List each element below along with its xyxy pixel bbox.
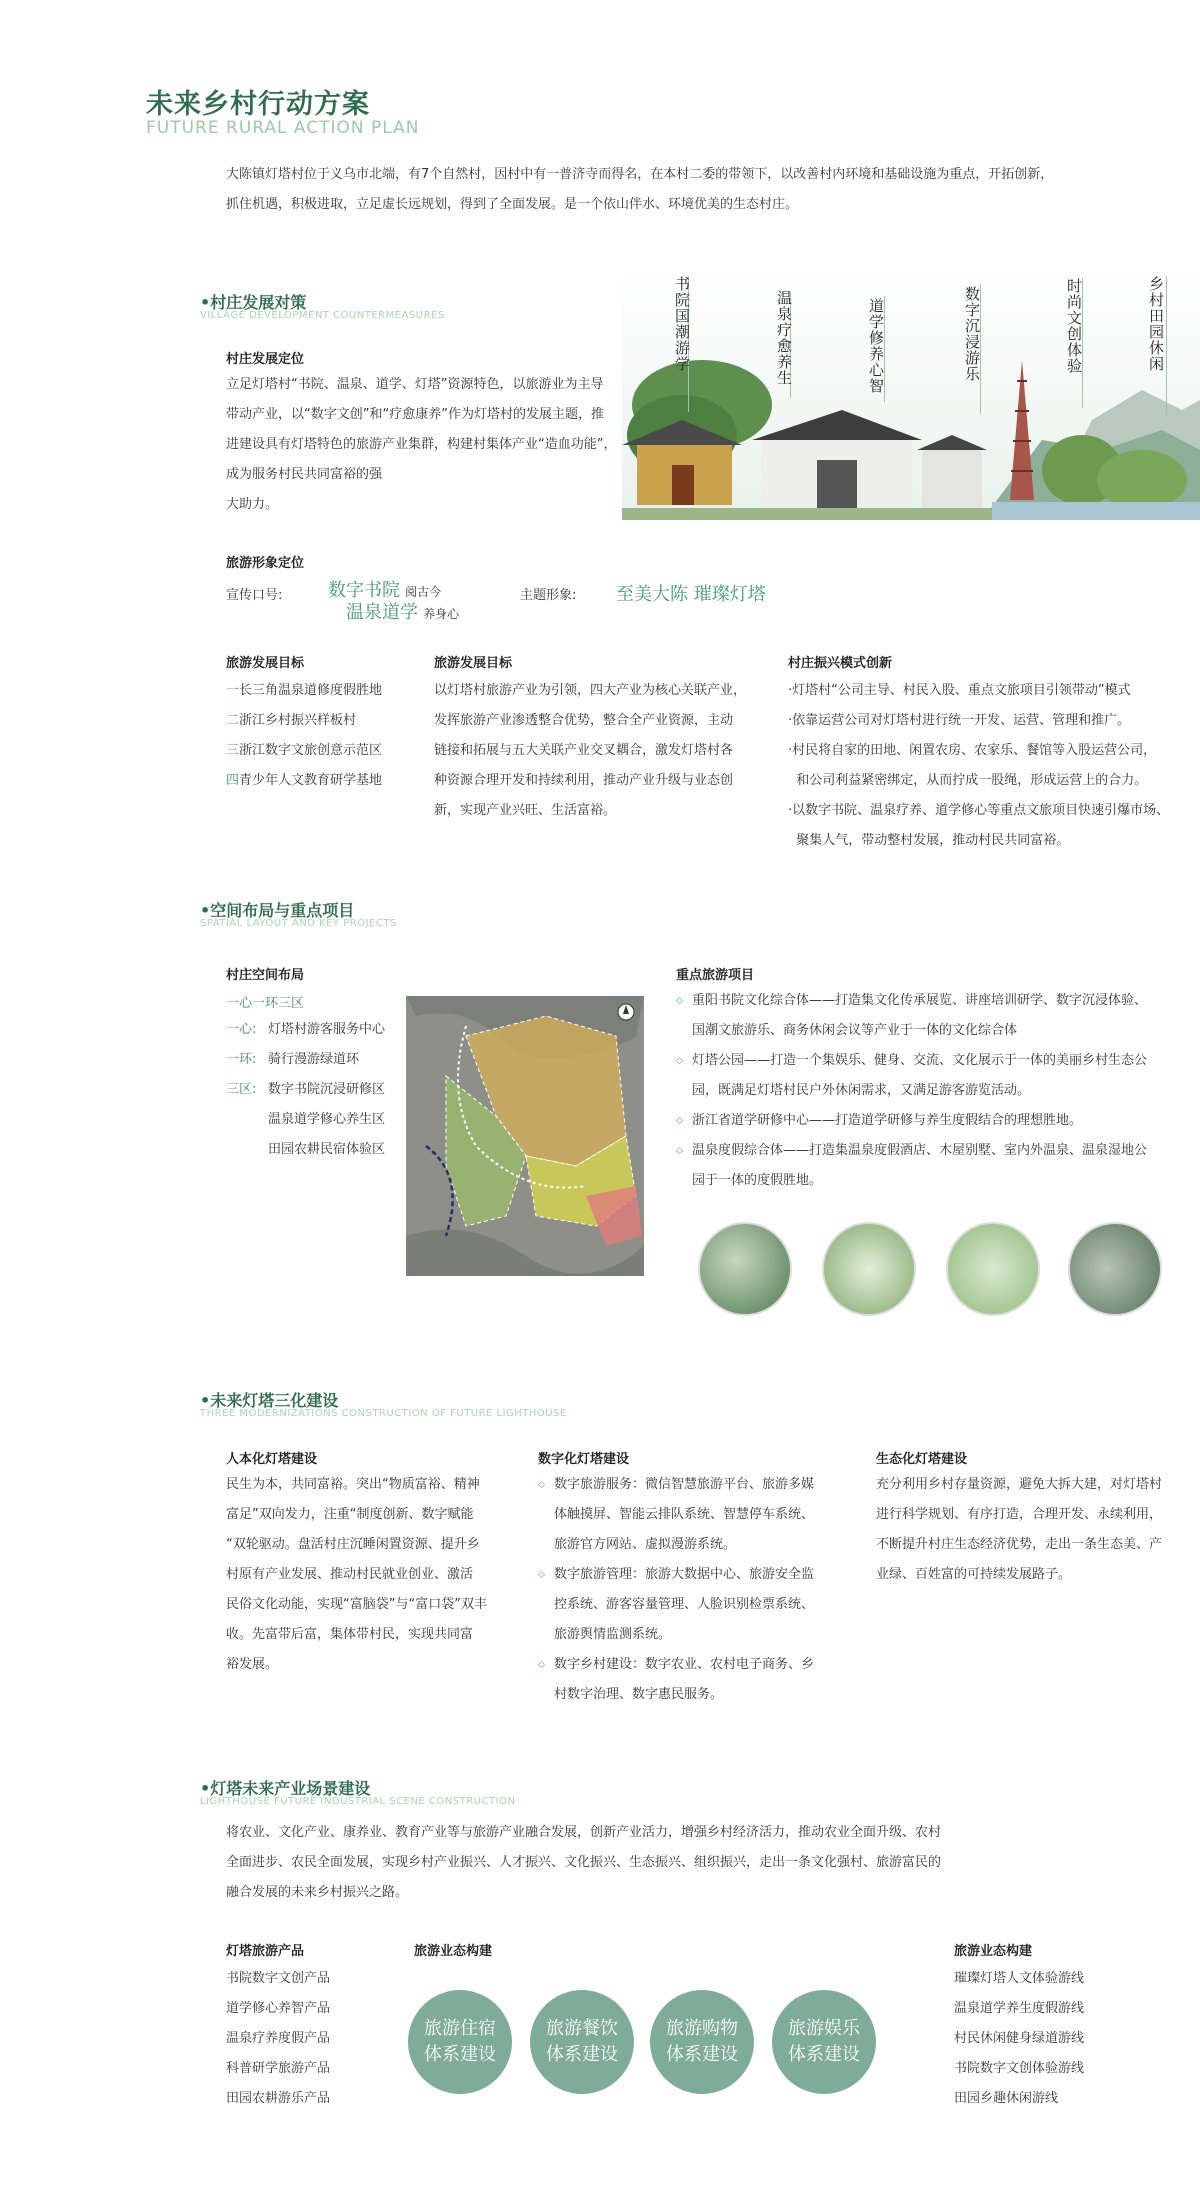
system-line-2: 体系建设 [424, 2044, 496, 2065]
list-item: 书院数字文创产品 [226, 1971, 331, 1986]
col2-item: ◇ 数字旅游管理：旅游大数据中心、旅游安全监 [538, 1560, 814, 1590]
project-item: ◇ 灯塔公园——打造一个集娱乐、健身、交流、文化展示于一体的美丽乡村生态公 [676, 1046, 1147, 1076]
col2-list [538, 1470, 814, 1710]
positioning-title: 村庄发展定位 [226, 352, 305, 367]
system-line-1: 旅游娱乐 [788, 2018, 860, 2039]
system-line-2: 体系建设 [788, 2044, 860, 2065]
col2-item-cont: 旅游官方网站、虚拟漫游系统。 [554, 1537, 737, 1552]
col3-line: 不断提升村庄生态经济优势，走出一条生态美、产 [876, 1537, 1163, 1552]
col2-item: ◇ 数字旅游服务：微信智慧旅游平台、旅游多媒 [538, 1470, 814, 1500]
col2-item-cont: 村数字治理、数字惠民服务。 [554, 1687, 724, 1702]
goal-mark: 三 [226, 743, 240, 758]
system-circle-shopping [650, 1990, 754, 2094]
slogan-line-2 [346, 598, 459, 624]
intro-line-2: 抓住机遇，积极进取，立足虚长远规划，得到了全面发展。是一个依山伴水、环境优美的生态村庄。 [226, 197, 799, 212]
system-line-2: 体系建设 [546, 2044, 618, 2065]
slogan-label: 宣传口号: [226, 588, 283, 603]
system-line-1: 旅游购物 [666, 2018, 738, 2039]
image-positioning-title: 旅游形象定位 [226, 556, 305, 571]
system-line-1: 旅游餐饮 [546, 2018, 618, 2039]
project-thumb-4 [1068, 1222, 1162, 1316]
system-line-1: 旅游住宿 [424, 2018, 496, 2039]
tour-goals-title: 旅游发展目标 [434, 656, 513, 671]
projects-list [676, 986, 1147, 1196]
system-circle-dining [530, 1990, 634, 2094]
section4-title: •灯塔未来产业场景建设 [200, 1779, 371, 1798]
col2-item-cont: 旅游舆情监测系统。 [554, 1627, 672, 1642]
section3-subtitle: THREE MODERNIZATIONS CONSTRUCTION OF FUTURE LIGHTHOUSE [200, 1408, 567, 1419]
list-item: 田园乡趣休闲游线 [954, 2091, 1059, 2106]
routes-title: 旅游业态构建 [954, 1944, 1033, 1959]
list-item: 道学修心养智产品 [226, 2001, 331, 2016]
list-item: 温泉道学养生度假游线 [954, 2001, 1085, 2016]
goal-text: 浙江乡村振兴样板村 [239, 713, 357, 728]
col1-line: 裕发展。 [226, 1657, 279, 1672]
col1-line: 民俗文化动能，实现“富脑袋”与“富口袋”双丰 [226, 1597, 487, 1612]
section4-subtitle: LIGHTHOUSE FUTURE INDUSTRIAL SCENE CONSTRUCTION [200, 1796, 516, 1807]
systems-title: 旅游业态构建 [414, 1944, 493, 1959]
col1-title: 人本化灯塔建设 [226, 1452, 318, 1467]
layout-list [226, 1015, 385, 1165]
list-item [226, 1015, 385, 1045]
system-circle-lodging [408, 1990, 512, 2094]
system-line-2: 体系建设 [666, 2044, 738, 2065]
model-title: 村庄振兴模式创新 [788, 656, 893, 671]
list-item [226, 706, 382, 736]
slogan-1-sub: 阅古今 [405, 585, 442, 599]
layout-text: 灯塔村游客服务中心 [268, 1022, 386, 1037]
label-hotspring: 温泉疗愈养生 [775, 290, 793, 386]
model-line: ·依靠运营公司对灯塔村进行统一开发、运营、管理和推广。 [788, 713, 1131, 728]
list-item: 村民休闲健身绿道游线 [954, 2031, 1085, 2046]
intro-line-1: 大陈镇灯塔村位于义乌市北端，有7个自然村，因村中有一普济寺而得名，在本村二委的带领下，以改善村内环境和基础设施为重点，开拓创新， [226, 167, 1054, 182]
project-thumb-3 [946, 1222, 1040, 1316]
list-item: 科普研学旅游产品 [226, 2061, 331, 2076]
list-item [226, 736, 382, 766]
col1-line: 富足”双向发力，注重“制度创新、数字赋能 [226, 1507, 474, 1522]
goal-text: 浙江数字文旅创意示范区 [239, 743, 383, 758]
label-rural: 乡村田园休闲 [1147, 276, 1165, 372]
dev-goals-title: 旅游发展目标 [226, 656, 305, 671]
col1-text [226, 1470, 487, 1680]
village-map [406, 996, 644, 1276]
positioning-line: 进建设具有灯塔特色的旅游产业集群，构建村集体产业“造血功能”， [226, 437, 617, 452]
page-title: 未来乡村行动方案 [146, 89, 370, 120]
layout-label: 一环: [226, 1052, 257, 1067]
layout-text: 数字书院沉浸研修区 [268, 1082, 386, 1097]
section2-title: •空间布局与重点项目 [200, 901, 355, 920]
section4-intro-line: 全面进步、农民全面发展，实现乡村产业振兴、人才振兴、文化振兴、生态振兴、组织振兴，走出一条文化强村、旅游富民的 [226, 1855, 942, 1870]
model-line: ·村民将自家的田地、闲置农房、农家乐、餐馆等入股运营公司， [788, 743, 1157, 758]
village-illustration-graphic [622, 270, 1200, 520]
positioning-line: 成为服务村民共同富裕的强 [226, 467, 383, 482]
list-item [226, 1135, 385, 1165]
tour-goals-line: 种资源合理开发和持续利用，推动产业升级与业态创 [434, 773, 734, 788]
tour-goals-line: 以灯塔村旅游产业为引领，四大产业为核心关联产业， [434, 683, 747, 698]
goal-mark: 一 [226, 683, 240, 698]
layout-label: 三区: [226, 1082, 257, 1097]
col2-item-cont: 控系统、游客容量管理、人脸识别检票系统、 [554, 1597, 815, 1612]
section4-intro-line: 将农业、文化产业、康养业、教育产业等与旅游产业融合发展，创新产业活力，增强乡村经济活力，推动农业全面升级、农村 [226, 1825, 942, 1840]
col3-line: 进行科学规划、有序打造，合理开发、永续利用， [876, 1507, 1163, 1522]
goal-mark: 四 [226, 773, 240, 788]
model-line: ·灯塔村“公司主导、村民入股、重点文旅项目引领带动”模式 [788, 683, 1131, 698]
list-item: 璀璨灯塔人文体验游线 [954, 1971, 1085, 1986]
label-taoism: 道学修养心智 [867, 298, 885, 394]
list-item [226, 676, 382, 706]
project-item-cont: 园，既满足灯塔村民户外休闲需求，又满足游客游览活动。 [692, 1083, 1031, 1098]
list-item: 温泉疗养度假产品 [226, 2031, 331, 2046]
village-map-graphic [406, 996, 644, 1276]
page-subtitle: FUTURE RURAL ACTION PLAN [146, 118, 420, 138]
positioning-line: 带动产业，以“数字文创”和“疗愈康养”作为灯塔村的发展主题，推 [226, 407, 604, 422]
project-thumb-2 [822, 1222, 916, 1316]
project-thumb-1 [698, 1222, 792, 1316]
goal-text: 长三角温泉道修度假胜地 [239, 683, 383, 698]
list-item: 田园农耕游乐产品 [226, 2091, 331, 2106]
col2-title: 数字化灯塔建设 [538, 1452, 630, 1467]
col1-line: 民生为本，共同富裕。突出“物质富裕、精神 [226, 1477, 480, 1492]
col3-line: 充分利用乡村存量资源，避免大拆大建，对灯塔村 [876, 1477, 1163, 1492]
routes-list [954, 1964, 1084, 2114]
section2-subtitle: SPATIAL LAYOUT AND KEY PROJECTS [200, 918, 397, 929]
project-item: ◇ 浙江省道学研修中心——打造道学研修与养生度假结合的理想胜地。 [676, 1106, 1147, 1136]
list-item [226, 1045, 385, 1075]
dev-goals-list [226, 676, 382, 796]
list-item: 书院数字文创体验游线 [954, 2061, 1085, 2076]
label-academy: 书院国潮游学 [673, 276, 691, 372]
project-item-cont: 国潮文旅游乐、商务休闲会议等产业于一体的文化综合体 [692, 1023, 1018, 1038]
col2-item: ◇ 数字乡村建设：数字农业、农村电子商务、乡 [538, 1650, 814, 1680]
layout-text: 田园农耕民宿体验区 [268, 1142, 386, 1157]
tour-goals-line: 新，实现产业兴旺、生活富裕。 [434, 803, 617, 818]
theme-label: 主题形象: [520, 588, 577, 603]
project-item-cont: 园于一体的度假胜地。 [692, 1173, 823, 1188]
system-circle-entertainment [772, 1990, 876, 2094]
positioning-line: 立足灯塔村“书院、温泉、道学、灯塔”资源特色，以旅游业为主导 [226, 377, 604, 392]
layout-head: 一心一环三区 [226, 996, 305, 1011]
slogan-2-sub: 养身心 [423, 607, 460, 621]
col3-title: 生态化灯塔建设 [876, 1452, 968, 1467]
projects-title: 重点旅游项目 [676, 968, 755, 983]
section4-intro-line: 融合发展的未来乡村振兴之路。 [226, 1885, 409, 1900]
layout-text: 骑行漫游绿道环 [268, 1052, 360, 1067]
section3-title: •未来灯塔三化建设 [200, 1391, 339, 1410]
tour-goals-line: 链接和拓展与五大关联产业交叉耦合，激发灯塔村各 [434, 743, 734, 758]
goal-mark: 二 [226, 713, 240, 728]
model-line: ·以数字书院、温泉疗养、道学修心等重点文旅项目快速引爆市场、 [788, 803, 1170, 818]
tour-goals-line: 发挥旅游产业渗透整合优势，整合全产业资源，主动 [434, 713, 734, 728]
village-illustration [622, 270, 1200, 520]
label-fashion: 时尚文创体验 [1065, 278, 1083, 374]
positioning-line: 大助力。 [226, 497, 279, 512]
section1-subtitle: VILLAGE DEVELOPMENT COUNTERMEASURES [200, 310, 445, 321]
project-item: ◇ 温泉度假综合体——打造集温泉度假酒店、木屋别墅、室内外温泉、温泉湿地公 [676, 1136, 1147, 1166]
layout-text: 温泉道学修心养生区 [268, 1112, 386, 1127]
products-list [226, 1964, 330, 2114]
slogan-1-main: 数字书院 [328, 580, 400, 601]
slogan-2-main: 温泉道学 [346, 602, 418, 623]
section1-title: •村庄发展对策 [200, 293, 307, 312]
col2-item-cont: 体触摸屏、智能云排队系统、智慧停车系统、 [554, 1507, 815, 1522]
col3-line: 业绿、百姓富的可持续发展路子。 [876, 1567, 1072, 1582]
col1-line: 收。先富带后富，集体带村民，实现共同富 [226, 1627, 474, 1642]
col1-line: 村原有产业发展、推动村民就业创业、激活 [226, 1567, 474, 1582]
model-line: 聚集人气，带动整村发展，推动村民共同富裕。 [788, 833, 1070, 848]
model-text [788, 676, 1169, 856]
list-item [226, 766, 382, 796]
section4-intro [226, 1818, 941, 1908]
list-item [226, 1075, 385, 1105]
layout-label: 一心: [226, 1022, 257, 1037]
products-title: 灯塔旅游产品 [226, 1944, 305, 1959]
model-line: 和公司利益紧密绑定，从而拧成一股绳，形成运营上的合力。 [788, 773, 1148, 788]
layout-title: 村庄空间布局 [226, 968, 305, 983]
label-digital: 数字沉浸游乐 [963, 286, 981, 382]
tour-goals-text [434, 676, 746, 826]
goal-text: 青少年人文教育研学基地 [239, 773, 383, 788]
positioning-text [226, 370, 636, 520]
col3-text [876, 1470, 1162, 1590]
list-item [226, 1105, 385, 1135]
project-item: ◇ 重阳书院文化综合体——打造集文化传承展览、讲座培训研学、数字沉浸体验、 [676, 986, 1147, 1016]
col1-line: “双轮驱动。盘活村庄沉睡闲置资源、提升乡 [226, 1537, 480, 1552]
theme-text: 至美大陈 璀璨灯塔 [616, 584, 766, 605]
